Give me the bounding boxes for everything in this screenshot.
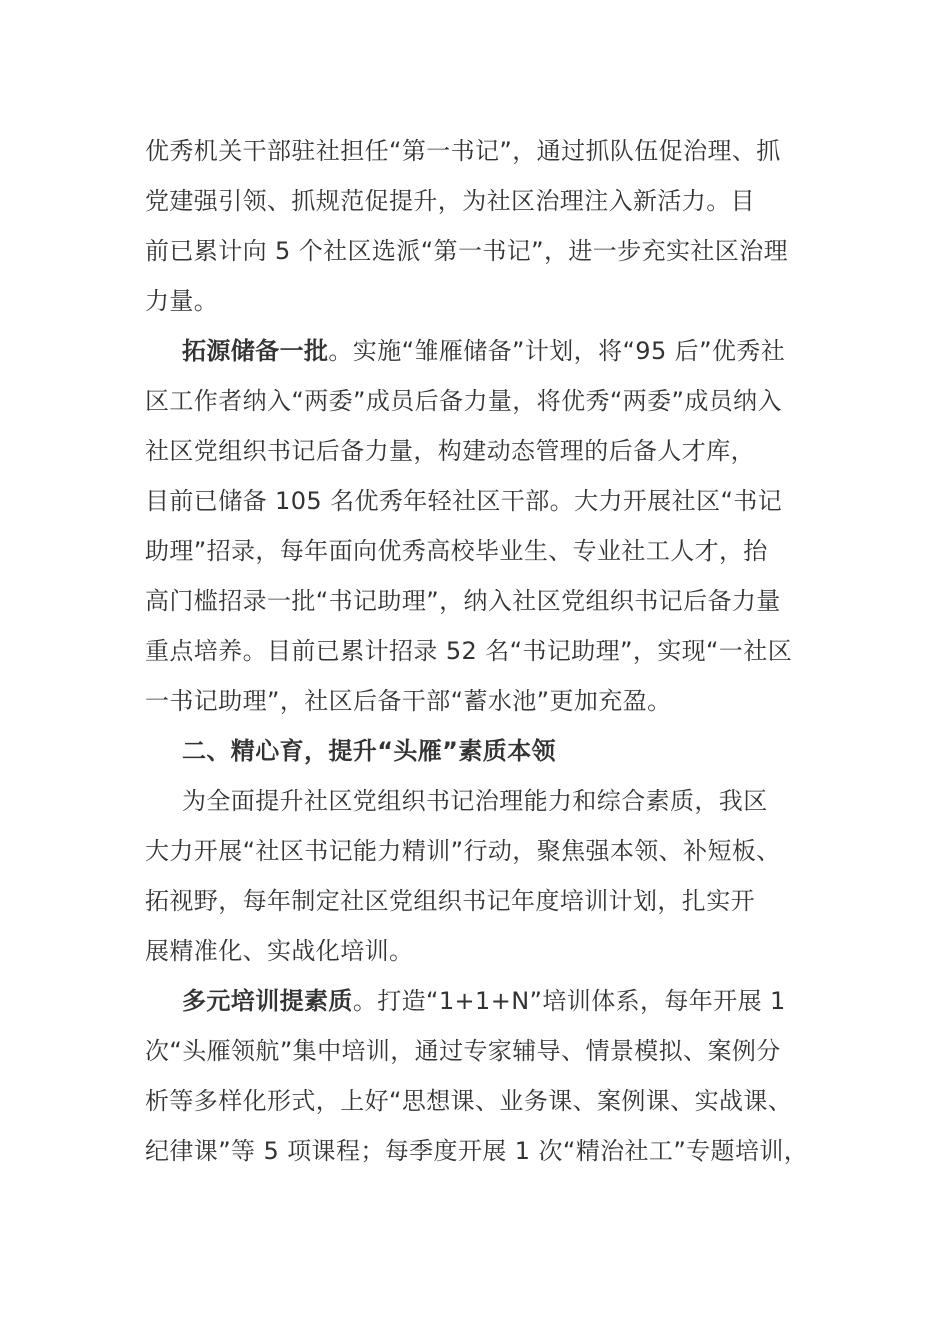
text-line: 目前已储备 105 名优秀年轻社区干部。大力开展社区“书记 xyxy=(145,487,783,515)
text-line: 为全面提升社区党组织书记治理能力和综合素质，我区 xyxy=(182,787,768,815)
text-line: 助理”招录，每年面向优秀高校毕业生、专业社工人才，抬 xyxy=(145,537,768,565)
text-line: 纪律课”等 5 项课程；每季度开展 1 次“精治社工”专题培训， xyxy=(145,1137,809,1165)
text-line: 党建强引领、抓规范促提升，为社区治理注入新活力。目 xyxy=(145,187,755,215)
paragraph-first-line xyxy=(145,976,835,1026)
text-line: 社区党组织书记后备力量，构建动态管理的后备人才库， xyxy=(145,437,755,465)
text-line: 优秀机关干部驻社担任“第一书记”，通过抓队伍促治理、抓 xyxy=(145,137,781,165)
text-line: 力量。 xyxy=(145,287,219,315)
text-line: 析等多样化形式，上好“思想课、业务课、案例课、实战课、 xyxy=(145,1087,793,1115)
section-heading: 二、精心育，提升“头雁”素质本领 xyxy=(182,737,556,765)
text-line: 前已累计向 5 个社区选派“第一书记”，进一步充实社区治理 xyxy=(145,237,788,265)
document-body xyxy=(145,126,835,1176)
text-line: 区工作者纳入“两委”成员后备力量，将优秀“两委”成员纳入 xyxy=(145,387,782,415)
paragraph-text: 。实施“雏雁储备”计划，将“95 后”优秀社 xyxy=(328,337,786,365)
paragraph-lead-heading: 拓源储备一批 xyxy=(182,337,329,365)
paragraph-first-line xyxy=(145,326,835,376)
text-line: 一书记助理”，社区后备干部“蓄水池”更加充盈。 xyxy=(145,687,672,715)
text-line: 大力开展“社区书记能力精训”行动，聚焦强本领、补短板、 xyxy=(145,837,781,865)
text-line: 次“头雁领航”集中培训，通过专家辅导、情景模拟、案例分 xyxy=(145,1037,781,1065)
paragraph-lead-heading: 多元培训提素质 xyxy=(182,987,353,1015)
text-line: 重点培养。目前已累计招录 52 名“书记助理”，实现“一社区 xyxy=(145,637,793,665)
paragraph-text: 。打造“1+1+N”培训体系，每年开展 1 xyxy=(352,987,786,1015)
text-line: 高门槛招录一批“书记助理”，纳入社区党组织书记后备力量 xyxy=(145,587,781,615)
text-line: 拓视野，每年制定社区党组织书记年度培训计划，扎实开 xyxy=(145,887,755,915)
text-line: 展精准化、实战化培训。 xyxy=(145,937,414,965)
